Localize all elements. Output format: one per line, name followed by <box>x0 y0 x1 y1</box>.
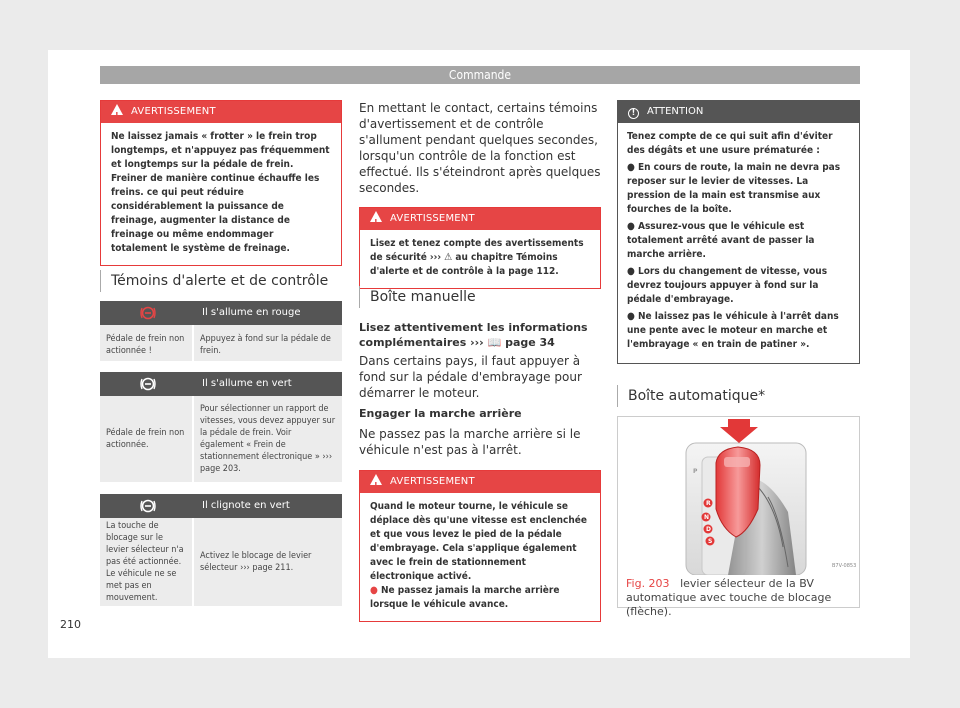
brake-pedal-red-icon <box>140 306 156 320</box>
indicator-table-red <box>100 301 342 361</box>
warning-box <box>359 470 601 622</box>
page-header: Commande <box>100 66 860 84</box>
read-note[interactable]: Lisez attentivement les informations complémentaires ››› 📖 page 34 <box>359 321 588 349</box>
table-header-label: Il s'allume en vert <box>202 378 292 389</box>
section-title-boite-manuelle: Boîte manuelle <box>359 286 476 308</box>
figure-code: B7V-0853 <box>832 563 857 569</box>
paragraph: Ne passez pas la marche arrière si le véhicule n'est pas à l'arrêt. <box>359 427 581 457</box>
figure-caption <box>626 577 854 619</box>
table-cell: Appuyez à fond sur la pédale de frein. <box>200 334 331 356</box>
warning-label: AVERTISSEMENT <box>390 476 475 487</box>
svg-text:S: S <box>708 538 713 545</box>
figure-gear-selector <box>617 416 860 618</box>
table-cell: Pédale de frein non actionnée. <box>100 396 194 482</box>
attention-label: ATTENTION <box>647 106 704 117</box>
warning-text: Quand le moteur tourne, le véhicule se déplace dès qu'une vitesse est enclenchée et que vous levez le pied de la pédale d'embrayage. Cela s'applique également avec le frein de stationnement électronique activé. <box>370 501 587 582</box>
table-cell: Pour sélectionner un rapport de vitesses, vous devez appuyer sur la pédale de frein. Voir également « Frein de stationnement électronique » ››› page 203. <box>200 404 336 474</box>
warning-box <box>359 207 601 289</box>
section-title-boite-automatique: Boîte automatique* <box>617 385 765 407</box>
attention-bullet: ● En cours de route, la main ne devra pas reposer sur le levier de vitesses. La pression de la main est transmise aux fourches de la boîte. <box>627 162 841 215</box>
table-cell: Activez le blocage de levier sélecteur ››› page 211. <box>200 551 312 573</box>
svg-text:D: D <box>706 526 711 533</box>
attention-box <box>617 100 860 364</box>
warning-icon <box>111 104 123 115</box>
warning-text: Lisez et tenez compte des avertissements de sécurité ››› ⚠ au chapitre Témoins d'alerte et de contrôle à la page 112. <box>370 238 584 277</box>
indicator-table-green <box>100 372 342 482</box>
svg-text:P: P <box>693 468 698 475</box>
warning-label: AVERTISSEMENT <box>131 106 216 117</box>
info-icon: ! <box>628 108 639 119</box>
warning-icon <box>370 474 382 485</box>
attention-bullet: ● Lors du changement de vitesse, vous devrez toujours appuyer à fond sur la pédale d'embrayage. <box>627 266 828 305</box>
table-cell: Pédale de frein non actionnée ! <box>100 325 194 365</box>
figure-label: Fig. 203 <box>626 577 670 590</box>
column-3 <box>617 100 860 364</box>
svg-text:N: N <box>704 514 710 521</box>
intro-paragraph: En mettant le contact, certains témoins d'avertissement et de contrôle s'allument pendant quelques secondes, lorsqu'un contrôle de la fonction est effectué. Ils s'éteindront après quelques secondes. <box>359 101 601 195</box>
table-row <box>100 325 342 365</box>
table-row <box>100 396 342 482</box>
warning-label: AVERTISSEMENT <box>390 213 475 224</box>
paragraph: Dans certains pays, il faut appuyer à fond sur la pédale d'embrayage pour démarrer le moteur. <box>359 354 582 400</box>
warning-text: Ne laissez jamais « frotter » le frein trop longtemps, et n'appuyez pas fréquemment et longtemps sur la pédale de frein. Freiner de manière continue échauffe les freins. ce qui peut réduire considérablement la puissance de freinage, augmenter la distance de freinage ou même endommager totalement le système de freinage. <box>111 131 330 254</box>
attention-bullet: ● Ne laissez pas le véhicule à l'arrêt dans une pente avec le moteur en marche et l'embrayage « en train de patiner ». <box>627 311 839 350</box>
attention-body <box>618 123 859 363</box>
page-number: 210 <box>60 618 81 631</box>
indicator-table-blink <box>100 494 342 606</box>
brake-pedal-green-icon <box>140 377 156 391</box>
subheading: Engager la marche arrière <box>359 407 522 420</box>
brake-pedal-blink-icon <box>140 499 156 513</box>
table-header-label: Il s'allume en rouge <box>202 307 301 318</box>
table-row <box>100 518 342 606</box>
gear-selector-image <box>618 417 859 575</box>
column-2-lower <box>359 320 601 622</box>
attention-bullet: ● Assurez-vous que le véhicule est totalement arrêté avant de passer la marche arrière. <box>627 221 815 260</box>
table-cell: La touche de blocage sur le levier sélecteur n'a pas été actionnée. Le véhicule ne se met pas en mouvement. <box>100 518 194 606</box>
figure-caption-text: levier sélecteur de la BV automatique avec touche de blocage (flèche). <box>626 577 832 618</box>
warning-box <box>100 100 342 266</box>
warning-body <box>360 493 600 621</box>
warning-bullet: ● Ne passez jamais la marche arrière lorsque le véhicule avance. <box>370 585 560 610</box>
svg-text:R: R <box>706 500 711 507</box>
column-1 <box>100 100 342 266</box>
section-title-temoins: Témoins d'alerte et de contrôle <box>100 270 328 292</box>
table-header-label: Il clignote en vert <box>202 500 290 511</box>
column-2 <box>359 100 601 289</box>
warning-icon <box>370 211 382 222</box>
attention-intro: Tenez compte de ce qui suit afin d'éviter des dégâts et une usure prématurée : <box>627 131 833 156</box>
